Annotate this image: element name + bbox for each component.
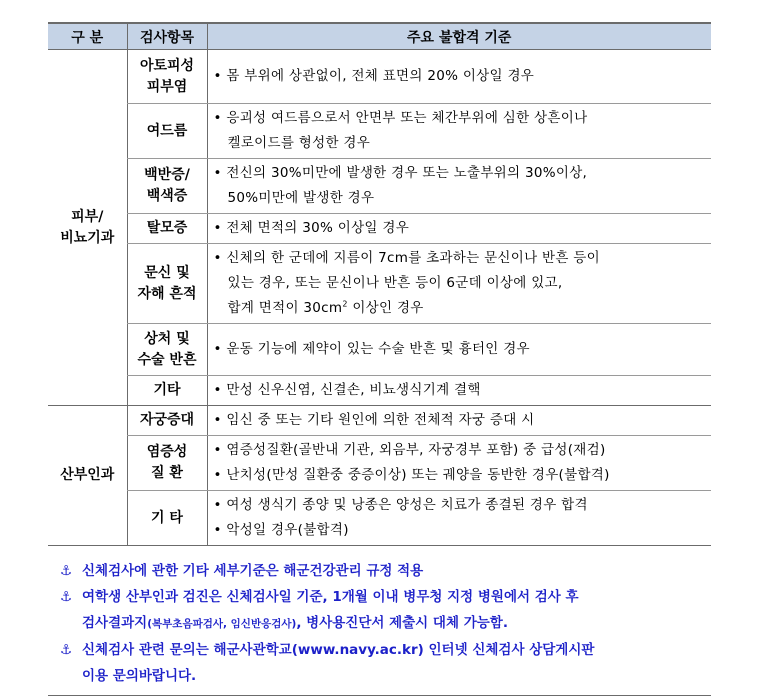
criteria-cell: • 몸 부위에 상관없이, 전체 표면의 20% 이상일 경우 <box>207 50 711 104</box>
table-row <box>48 406 711 436</box>
note-item: ⚓ 신체검사에 관한 기타 세부기준은 해군건강관리 규정 적용 <box>48 558 711 584</box>
item-cell: 여드름 <box>127 104 207 159</box>
table-header-row <box>48 23 711 50</box>
item-cell: 상처 및 수술 반흔 <box>127 324 207 376</box>
item-cell: 기 타 <box>127 491 207 546</box>
table-row <box>48 50 711 104</box>
category-skin-urology: 피부/ 비뇨기과 <box>48 50 127 406</box>
anchor-icon: ⚓ <box>60 563 73 579</box>
criteria-cell: • 만성 신우신염, 신결손, 비뇨생식기계 결핵 <box>207 376 711 406</box>
header-criteria: 주요 불합격 기준 <box>207 23 711 50</box>
table-row <box>48 104 711 159</box>
table-row <box>48 214 711 244</box>
criteria-cell: • 전신의 30%미만에 발생한 경우 또는 노출부위의 30%이상, 50%미만에 발생한 경우 <box>207 159 711 214</box>
item-cell: 기타 <box>127 376 207 406</box>
criteria-cell: • 임신 중 또는 기타 원인에 의한 전체적 자궁 증대 시 <box>207 406 711 436</box>
criteria-table <box>48 22 711 546</box>
criteria-cell: • 여성 생식기 종양 및 낭종은 양성은 치료가 종결된 경우 합격 • 악성일 경우(불합격) <box>207 491 711 546</box>
header-item: 검사항목 <box>127 23 207 50</box>
item-cell: 문신 및 자해 흔적 <box>127 244 207 324</box>
item-cell: 백반증/ 백색증 <box>127 159 207 214</box>
notes-block <box>48 558 711 696</box>
table-row <box>48 436 711 491</box>
item-cell: 아토피성 피부염 <box>127 50 207 104</box>
criteria-cell: • 염증성질환(골반내 기관, 외음부, 자궁경부 포함) 중 급성(재검) • 난치성(만성 질환중 중증이상) 또는 궤양을 동반한 경우(불합격) <box>207 436 711 491</box>
table-row <box>48 491 711 546</box>
header-category: 구 분 <box>48 23 127 50</box>
table-row <box>48 159 711 214</box>
item-cell: 염증성 질 환 <box>127 436 207 491</box>
category-obgyn: 산부인과 <box>48 406 127 546</box>
note-item: ⚓ 신체검사 관련 문의는 해군사관학교(www.navy.ac.kr) 인터넷 신체검사 상담게시판 이용 문의바랍니다. <box>48 637 711 689</box>
anchor-icon: ⚓ <box>60 642 73 658</box>
criteria-cell: • 신체의 한 군데에 지름이 7cm를 초과하는 문신이나 반흔 등이 있는 경우, 또는 문신이나 반흔 등이 6군데 이상에 있고, 합계 면적이 $30cm^2$ 이상인 경우 <box>207 244 711 324</box>
criteria-cell: • 응괴성 여드름으로서 안면부 또는 체간부위에 심한 상흔이나 켈로이드를 형성한 경우 <box>207 104 711 159</box>
item-cell: 탈모증 <box>127 214 207 244</box>
table-row <box>48 376 711 406</box>
criteria-cell: • 운동 기능에 제약이 있는 수술 반흔 및 흉터인 경우 <box>207 324 711 376</box>
note-item: ⚓ 여학생 산부인과 검진은 신체검사일 기준, 1개월 이내 병무청 지정 병원에서 검사 후 검사결과지(복부초음파검사, 임신반응검사), 병사용진단서 제출시 대체 가능함. <box>48 584 711 637</box>
criteria-document <box>48 22 711 696</box>
criteria-cell: • 전체 면적의 30% 이상일 경우 <box>207 214 711 244</box>
table-row <box>48 324 711 376</box>
anchor-icon: ⚓ <box>60 589 73 605</box>
item-cell: 자궁증대 <box>127 406 207 436</box>
table-row <box>48 244 711 324</box>
